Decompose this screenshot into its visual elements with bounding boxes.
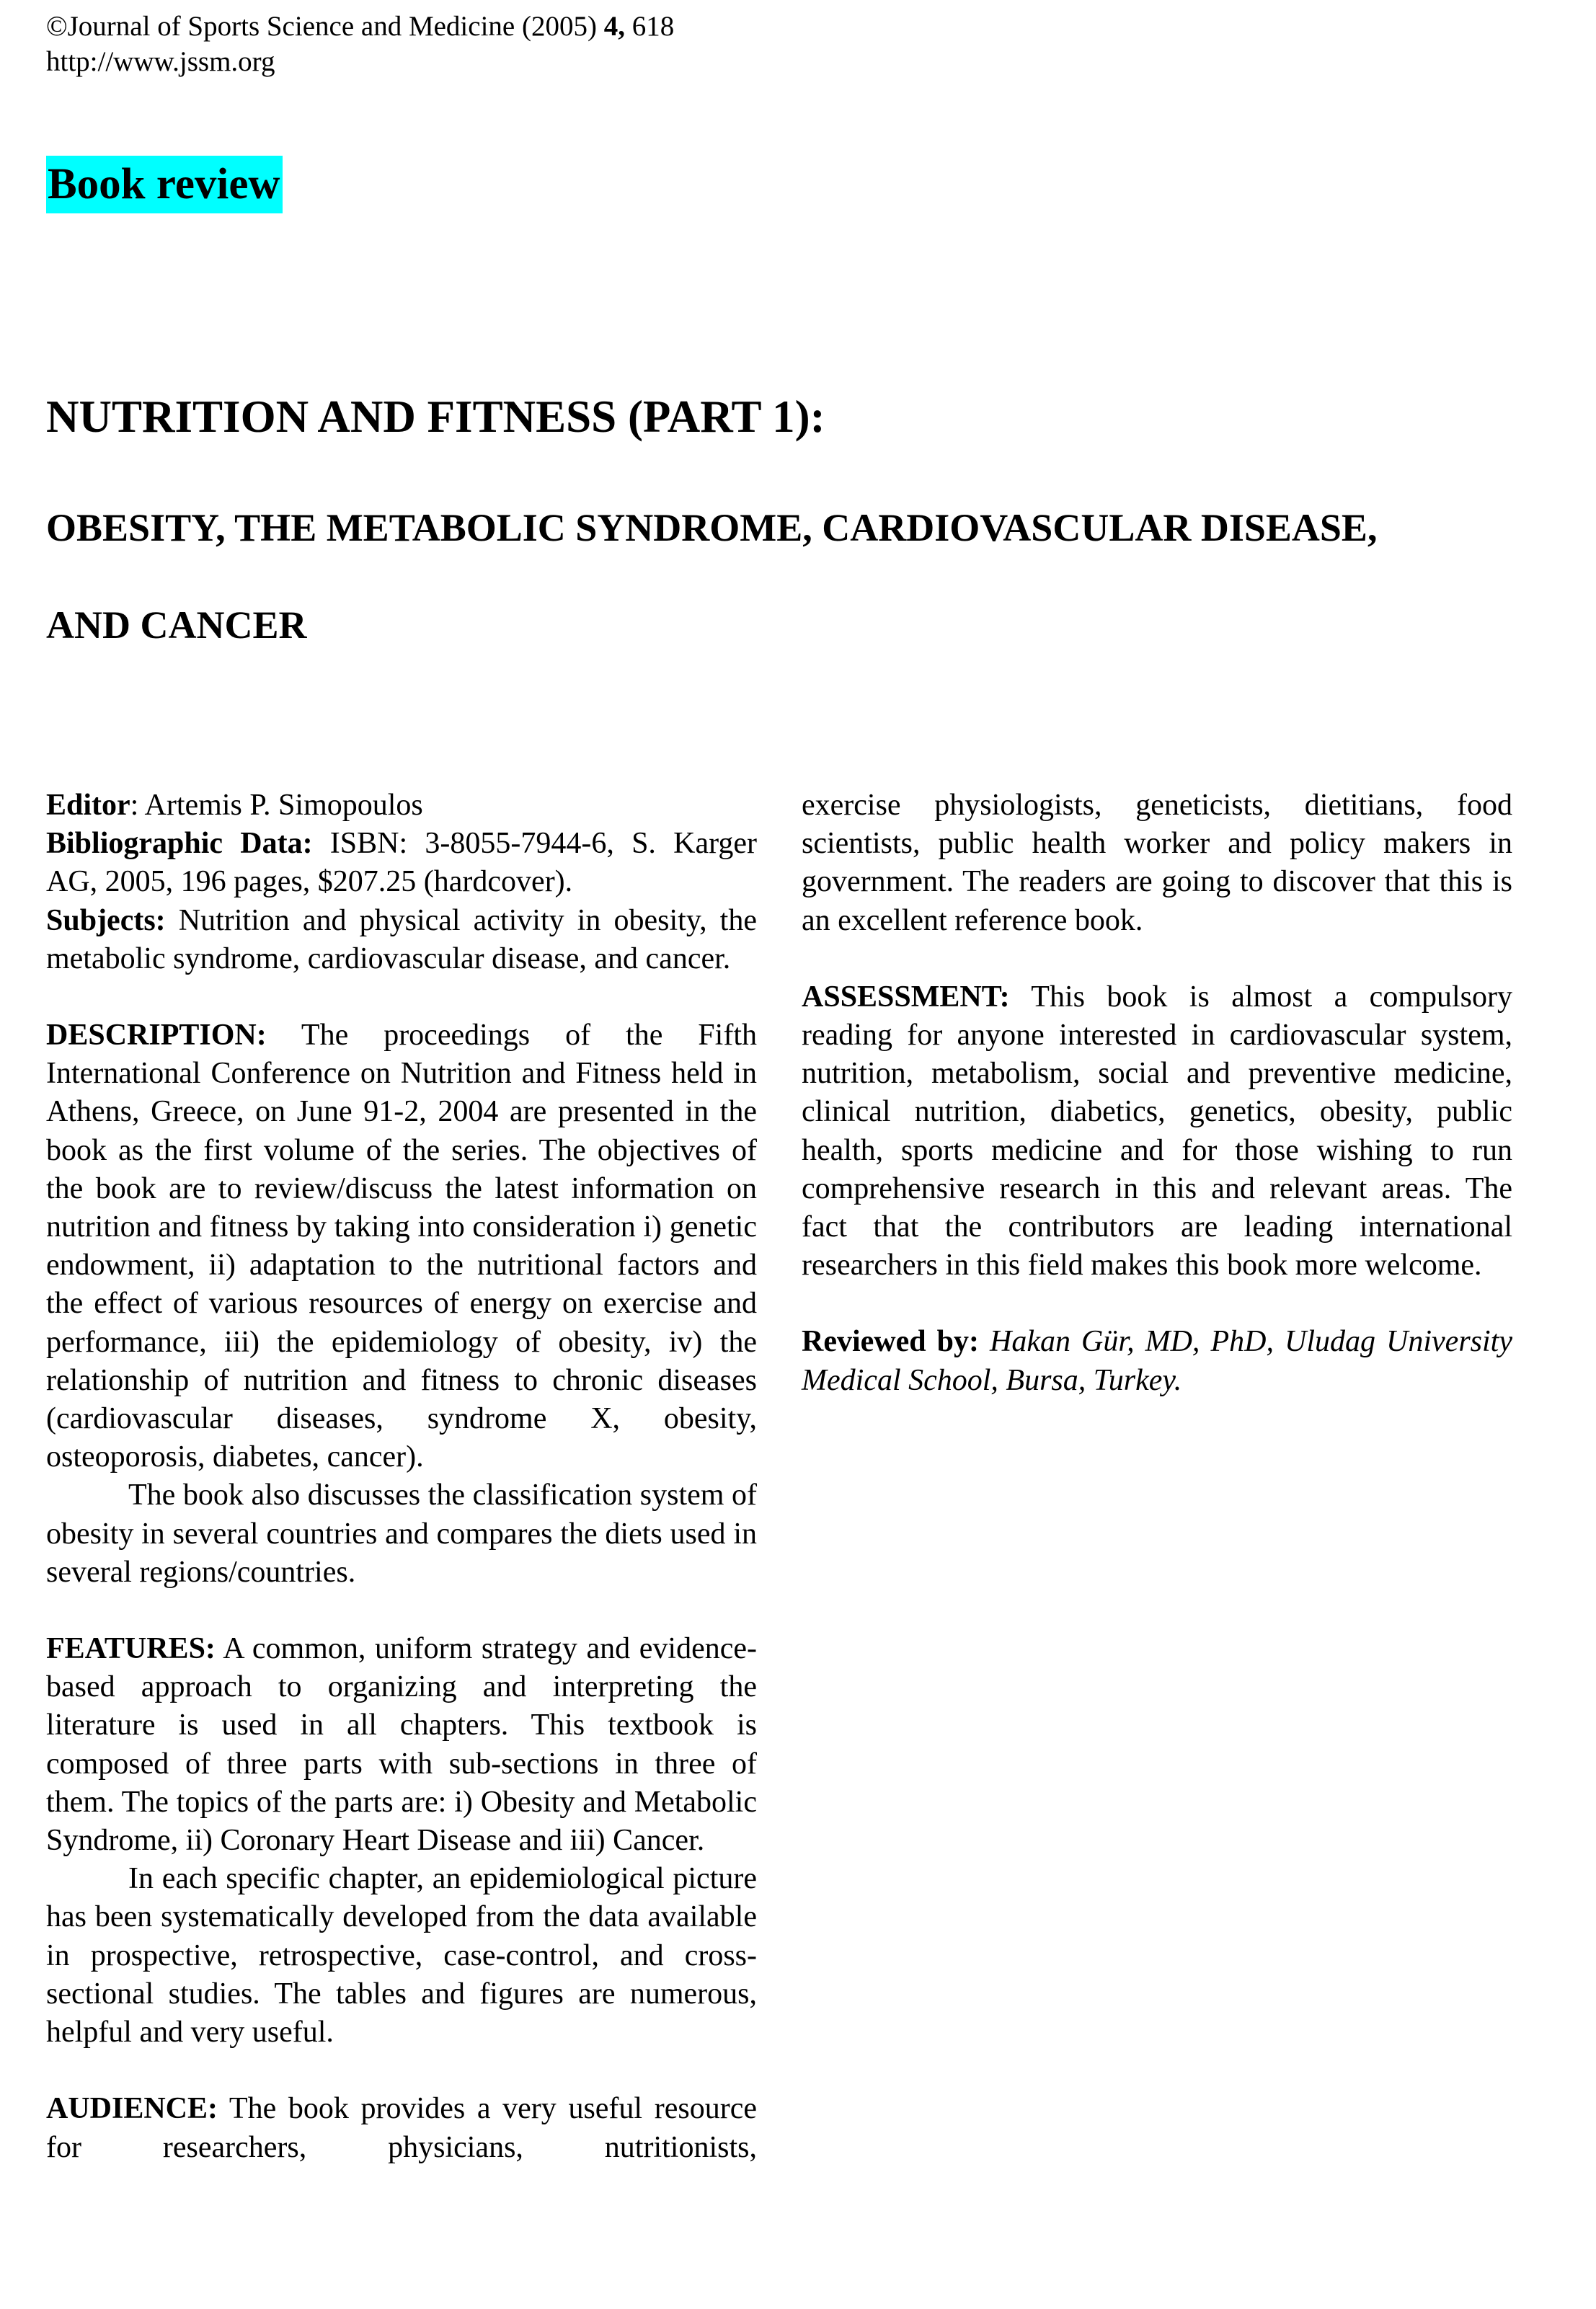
editor-label: Editor [46,789,130,822]
right-column [802,786,1512,1400]
journal-url: http://www.jssm.org [46,46,275,77]
description-text: The proceedings of the Fifth International Conference on Nutrition and Fitness held in Athens, Greece, on June 91-2, 2004 are presented in the book as the first volume of the series. The objectives of the book are to review/discuss the latest information on nutrition and fitness by taking into consideration i) genetic endowment, ii) adaptation to the nutritional factors and the effect of various resources of energy on exercise and performance, iii) the epidemiology of obesity, iv) the relationship of nutrition and fitness to chronic diseases (cardiovascular diseases, syndrome X, obesity, osteoporosis, diabetes, cancer). [46,1019,757,1474]
book-title: NUTRITION AND FITNESS (PART 1): [46,391,825,442]
audience-continued: exercise physiologists, geneticists, dietitians, food scientists, public health worker and policy makers in government. The readers are going to discover that this is an excellent reference book. [802,789,1512,937]
subjects [46,902,757,978]
features-paragraph [46,1630,757,1860]
journal-citation [46,10,674,43]
assessment-text: This book is almost a compulsory reading for anyone interested in cardiovascular system, nutrition, metabolism, social and preventive medicine, clinical nutrition, diabetics, genetics, obesity, public health, sports medicine and for those wishing to run comprehensive research in this and relevant areas. The fact that the contributors are leading international researchers in this field makes this book more welcome. [802,980,1512,1282]
description-label: DESCRIPTION: [46,1019,267,1052]
section-label: Book review [46,156,283,213]
features-text: A common, uniform strategy and evidence-based approach to organizing and interpreting the literature is used in all chapters. This textbook is composed of three parts with sub-sections in three of them. The topics of the parts are: i) Obesity and Metabolic Syndrome, ii) Coronary Heart Disease and iii) Cancer. [46,1632,757,1858]
editor-value: : Artemis P. Simopoulos [130,789,423,822]
bibliographic-data [46,825,757,901]
bibliographic-value: ISBN: 3-8055-7944-6, S. Karger AG, 2005, 196 pages, $207.25 (hardcover). [46,827,757,899]
features-paragraph-2: In each specific chapter, an epidemiological picture has been systematically developed from the data available in prospective, retrospective, case-control, and cross-sectional studies. The tables and figures are numerous, helpful and very useful. [46,1862,757,2049]
assessment-label: ASSESSMENT: [802,980,1010,1014]
subjects-value: Nutrition and physical activity in obesity, the metabolic syndrome, cardiovascular disease, and cancer. [46,903,757,975]
reviewer-paragraph [802,1323,1512,1399]
assessment-paragraph [802,978,1512,1285]
book-subtitle-line-2: AND CANCER [46,603,307,647]
page-number: 618 [624,11,675,42]
audience-label: AUDIENCE: [46,2092,218,2126]
volume-number: 4, [603,11,625,42]
editor-line [46,786,757,825]
audience-text: The book provides a very useful resource for researchers, physicians, nutritionists, [46,2092,757,2164]
reviewer-label: Reviewed by: [802,1325,979,1359]
description-paragraph [46,1016,757,1476]
description-paragraph-2: The book also discusses the classification system of obesity in several countries and compares the diets used in several regions/countries. [46,1479,757,1589]
features-label: FEATURES: [46,1632,216,1666]
left-column [46,786,757,2167]
citation-text: ©Journal of Sports Science and Medicine (2005) [46,11,604,42]
audience-paragraph [46,2090,757,2166]
bibliographic-label: Bibliographic Data: [46,827,313,861]
reviewer-name: Hakan Gür, MD, PhD, Uludag University Medical School, Bursa, Turkey. [802,1325,1512,1397]
book-subtitle-line-1: OBESITY, THE METABOLIC SYNDROME, CARDIOVASCULAR DISEASE, [46,506,1378,549]
subjects-label: Subjects: [46,903,166,937]
